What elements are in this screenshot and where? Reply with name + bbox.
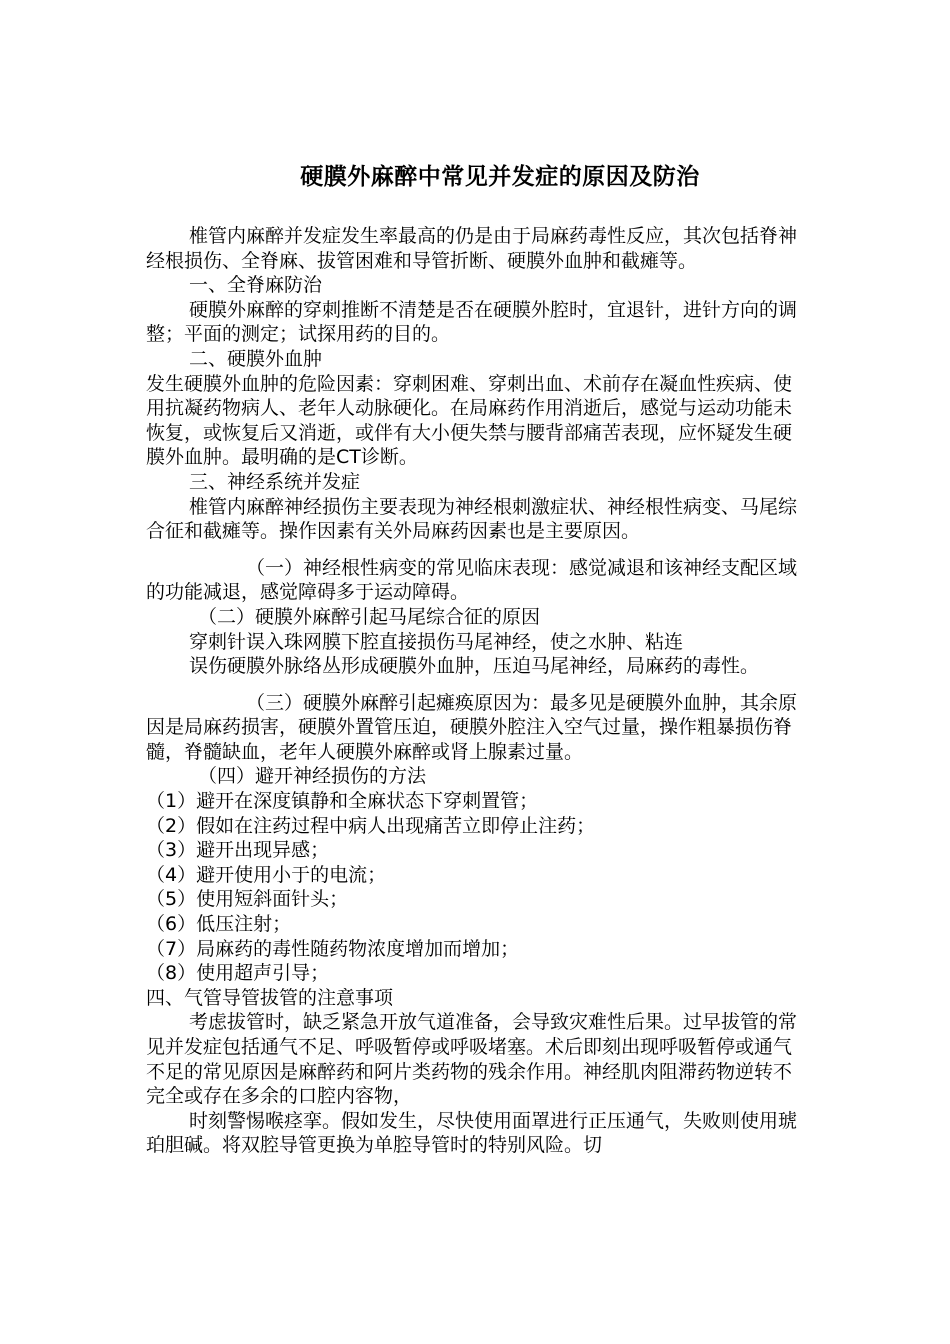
section-2-paragraph: 发生硬膜外血肿的危险因素：穿刺困难、穿刺出血、术前存在凝血性疾病、使用抗凝药物病人、老年人动脉硬化。在局麻药作用消逝后，感觉与运动功能未恢复，或恢复后又消逝，或伴有大小便失禁与腰背部痛苦表现，应怀疑发生硬膜外血肿。最明确的是CT诊断。 xyxy=(146,372,793,469)
subsection-1-paragraph: （一）神经根性病变的常见临床表现：感觉减退和该神经支配区域的功能减退，感觉障碍多于运动障碍。 xyxy=(146,556,798,604)
list-item: （2）假如在注药过程中病人出现痛苦立即停止注药； xyxy=(146,814,596,837)
list-item: （1）避开在深度镇静和全麻状态下穿刺置管； xyxy=(146,790,539,813)
methods-list xyxy=(146,789,810,986)
section-1-paragraph: 硬膜外麻醉的穿刺推断不清楚是否在硬膜外腔时，宜退针，进针方向的调整；平面的测定；试探用药的目的。 xyxy=(146,298,798,346)
section-heading-3: 三、神经系统并发症 xyxy=(189,470,361,493)
section-3-paragraph: 椎管内麻醉神经损伤主要表现为神经根刺激症状、神经根性病变、马尾综合征和截瘫等。操作因素有关外局麻药因素也是主要原因。 xyxy=(146,495,798,543)
subsection-2-heading: （二）硬膜外麻醉引起马尾综合征的原因 xyxy=(198,605,541,628)
section-heading-4: 四、气管导管拔管的注意事项 xyxy=(146,986,394,1009)
subsection-2-line-a: 穿刺针误入珠网膜下腔直接损伤马尾神经，使之水肿、粘连 xyxy=(189,630,684,653)
subsection-3-paragraph: （三）硬膜外麻醉引起瘫痪原因为：最多见是硬膜外血肿，其余原因是局麻药损害，硬膜外置管压迫，硬膜外腔注入空气过量，操作粗暴损伤脊髓，脊髓缺血，老年人硬膜外麻醉或肾上腺素过量。 xyxy=(146,691,798,763)
subsection-2-line-b: 误伤硬膜外脉络丛形成硬膜外血肿，压迫马尾神经，局麻药的毒性。 xyxy=(189,655,760,678)
subsection-4-heading: （四）避开神经损伤的方法 xyxy=(198,765,427,788)
section-heading-2: 二、硬膜外血肿 xyxy=(189,347,323,370)
list-item: （7）局麻药的毒性随药物浓度增加而增加； xyxy=(146,937,520,960)
document-title: 硬膜外麻醉中常见并发症的原因及防治 xyxy=(300,164,700,190)
section-heading-1: 一、全脊麻防治 xyxy=(189,274,323,297)
list-item: （3）避开出现异感； xyxy=(146,839,330,862)
list-item: （5）使用短斜面针头； xyxy=(146,888,349,911)
section-4-paragraph-b: 时刻警惕喉痉挛。假如发生，尽快使用面罩进行正压通气，失败则使用琥珀胆碱。将双腔导管更换为单腔导管时的特别风险。切 xyxy=(146,1109,798,1157)
list-item: （4）避开使用小于的电流； xyxy=(146,863,387,886)
intro-paragraph: 椎管内麻醉并发症发生率最高的仍是由于局麻药毒性反应，其次包括脊神经根损伤、全脊麻、拔管困难和导管折断、硬膜外血肿和截瘫等。 xyxy=(146,225,798,272)
document-body xyxy=(146,224,810,1158)
section-4-paragraph-a: 考虑拔管时，缺乏紧急开放气道准备，会导致灾难性后果。过早拔管的常见并发症包括通气不足、呼吸暂停或呼吸堵塞。术后即刻出现呼吸暂停或通气不足的常见原因是麻醉药和阿片类药物的残余作用。神经肌肉阻滞药物逆转不完全或存在多余的口腔内容物， xyxy=(146,1011,798,1108)
list-item: （6）低压注射； xyxy=(146,913,292,936)
list-item: （8）使用超声引导； xyxy=(146,962,330,985)
